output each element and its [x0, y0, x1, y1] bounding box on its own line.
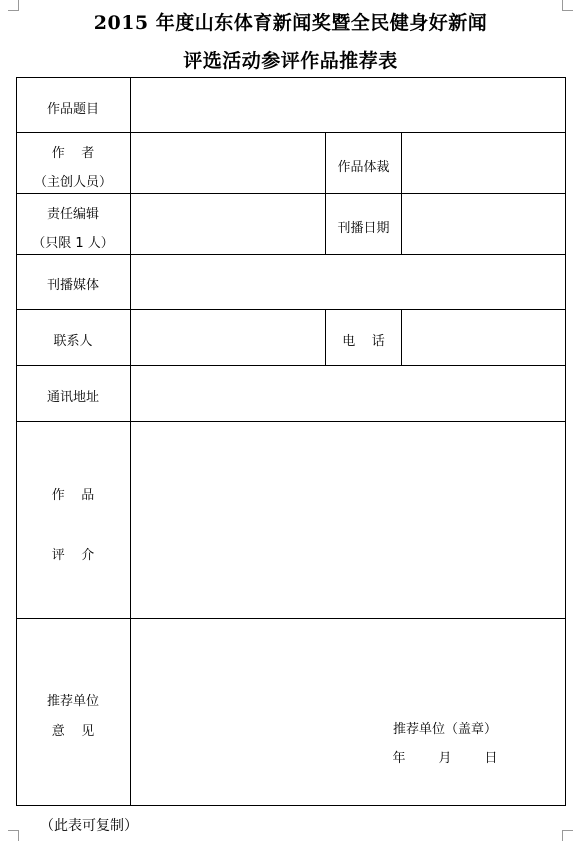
label-review-2: 评 介	[51, 548, 95, 563]
label-editor: 责任编辑	[46, 207, 99, 222]
label-author-note: （主创人员）	[33, 175, 112, 190]
label-author: 作 者	[51, 146, 95, 161]
seal-label: 推荐单位（盖章）	[392, 722, 497, 737]
work-title-field[interactable]	[131, 78, 565, 132]
author-field[interactable]	[131, 133, 325, 193]
work-review-field[interactable]	[131, 422, 565, 618]
copy-note: （此表可复制）	[40, 818, 138, 834]
contact-field[interactable]	[131, 310, 325, 365]
label-editor-note: （只限 1 人）	[32, 236, 114, 251]
label-work-title: 作品题目	[46, 102, 99, 117]
label-address: 通讯地址	[46, 390, 99, 405]
opinion-field[interactable]	[131, 619, 565, 805]
address-field[interactable]	[131, 366, 565, 421]
genre-field[interactable]	[402, 133, 565, 193]
label-opinion: 推荐单位	[46, 694, 99, 709]
label-media: 刊播媒体	[46, 278, 99, 293]
label-opinion-2: 意 见	[51, 724, 95, 739]
table-border-bottom	[16, 805, 566, 806]
label-publish-date: 刊播日期	[337, 221, 390, 236]
editor-field[interactable]	[131, 194, 325, 254]
page-title-line1: 2015 年度山东体育新闻奖暨全民健身好新闻	[93, 12, 488, 34]
label-phone: 电 话	[342, 334, 385, 349]
publish-date-field[interactable]	[402, 194, 565, 254]
phone-field[interactable]	[402, 310, 565, 365]
media-field[interactable]	[131, 255, 565, 309]
page-title-line2: 评选活动参评作品推荐表	[183, 50, 398, 72]
label-contact: 联系人	[53, 334, 93, 349]
date-line: 年 月 日	[392, 751, 498, 766]
label-genre: 作品体裁	[337, 160, 390, 175]
table-border-right	[565, 77, 566, 806]
label-review: 作 品	[51, 488, 95, 503]
